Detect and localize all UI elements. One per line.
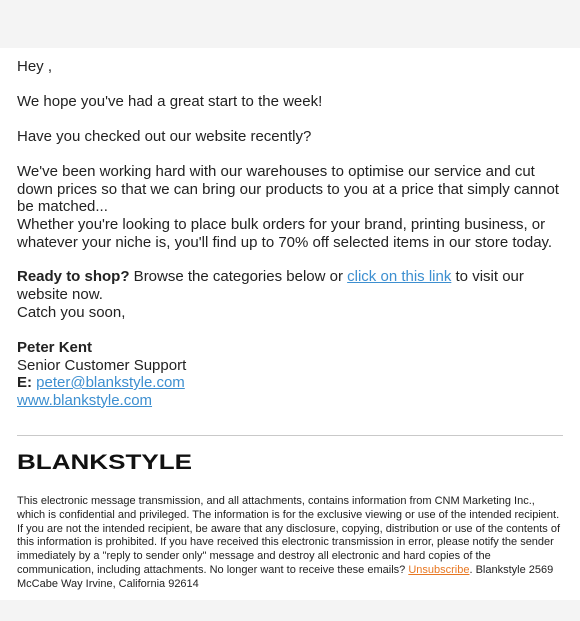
ready-to-shop-paragraph: [17, 268, 563, 303]
greeting: Hey ,: [17, 58, 53, 75]
blankstyle-logo-mark: [17, 452, 193, 472]
website-link[interactable]: click on this link: [347, 268, 452, 285]
email-body: [0, 48, 580, 600]
bottom-band: [0, 600, 580, 621]
signature-title: Senior Customer Support: [17, 356, 187, 374]
ready-to-shop-heading: Ready to shop?: [17, 268, 130, 285]
signature-name: Peter Kent: [17, 339, 93, 356]
signature-email-label: E:: [17, 374, 32, 391]
warehouses-paragraph: We've been working hard with our warehouses to optimise our service and cut down prices so that we can bring our products to you at a price that simply cannot be matched...: [17, 163, 559, 215]
signature-email-row: [17, 374, 186, 392]
logo-wordmark: BLANKSTYLE: [17, 452, 192, 472]
unsubscribe-link[interactable]: Unsubscribe: [408, 563, 470, 576]
signature-email-link[interactable]: peter@blankstyle.com: [36, 374, 185, 391]
closing-line: Catch you soon,: [17, 304, 126, 321]
top-band: [0, 0, 580, 48]
ready-text-before: Browse the categories below or: [129, 268, 348, 285]
bulk-orders-paragraph: Whether you're looking to place bulk orders for your brand, printing business, or whatever your niche is, you'll find up to 70% off selected items in our store today.: [17, 216, 553, 251]
footer-divider: [17, 435, 563, 436]
legal-disclaimer: [17, 495, 563, 592]
signature-block: [17, 339, 186, 409]
checked-website-line: Have you checked out our website recently?: [17, 128, 312, 145]
legal-text: This electronic message transmission, and all attachments, contains information from CNM Marketing Inc., which is confidential and privileged. The information is for the exclusive viewing or use of the intended recipient. If you are not the intended recipient, be aware that any disclosure, copying, distribution or use of the contents of this information is prohibited. If you have received this electronic transmission in error, please notify the sender immediately by a "reply to sender only" message and destroy all electronic and hard copies of the communication, including attachments. No longer want to receive these emails?: [17, 495, 560, 576]
week-line: We hope you've had a great start to the week!: [17, 93, 323, 110]
signature-website-link[interactable]: www.blankstyle.com: [17, 391, 153, 409]
company-address: . Blankstyle 2569 McCabe Way Irvine, California 92614: [17, 563, 554, 590]
blankstyle-logo: [17, 452, 193, 477]
ready-text-after: to visit our website now.: [17, 268, 524, 303]
